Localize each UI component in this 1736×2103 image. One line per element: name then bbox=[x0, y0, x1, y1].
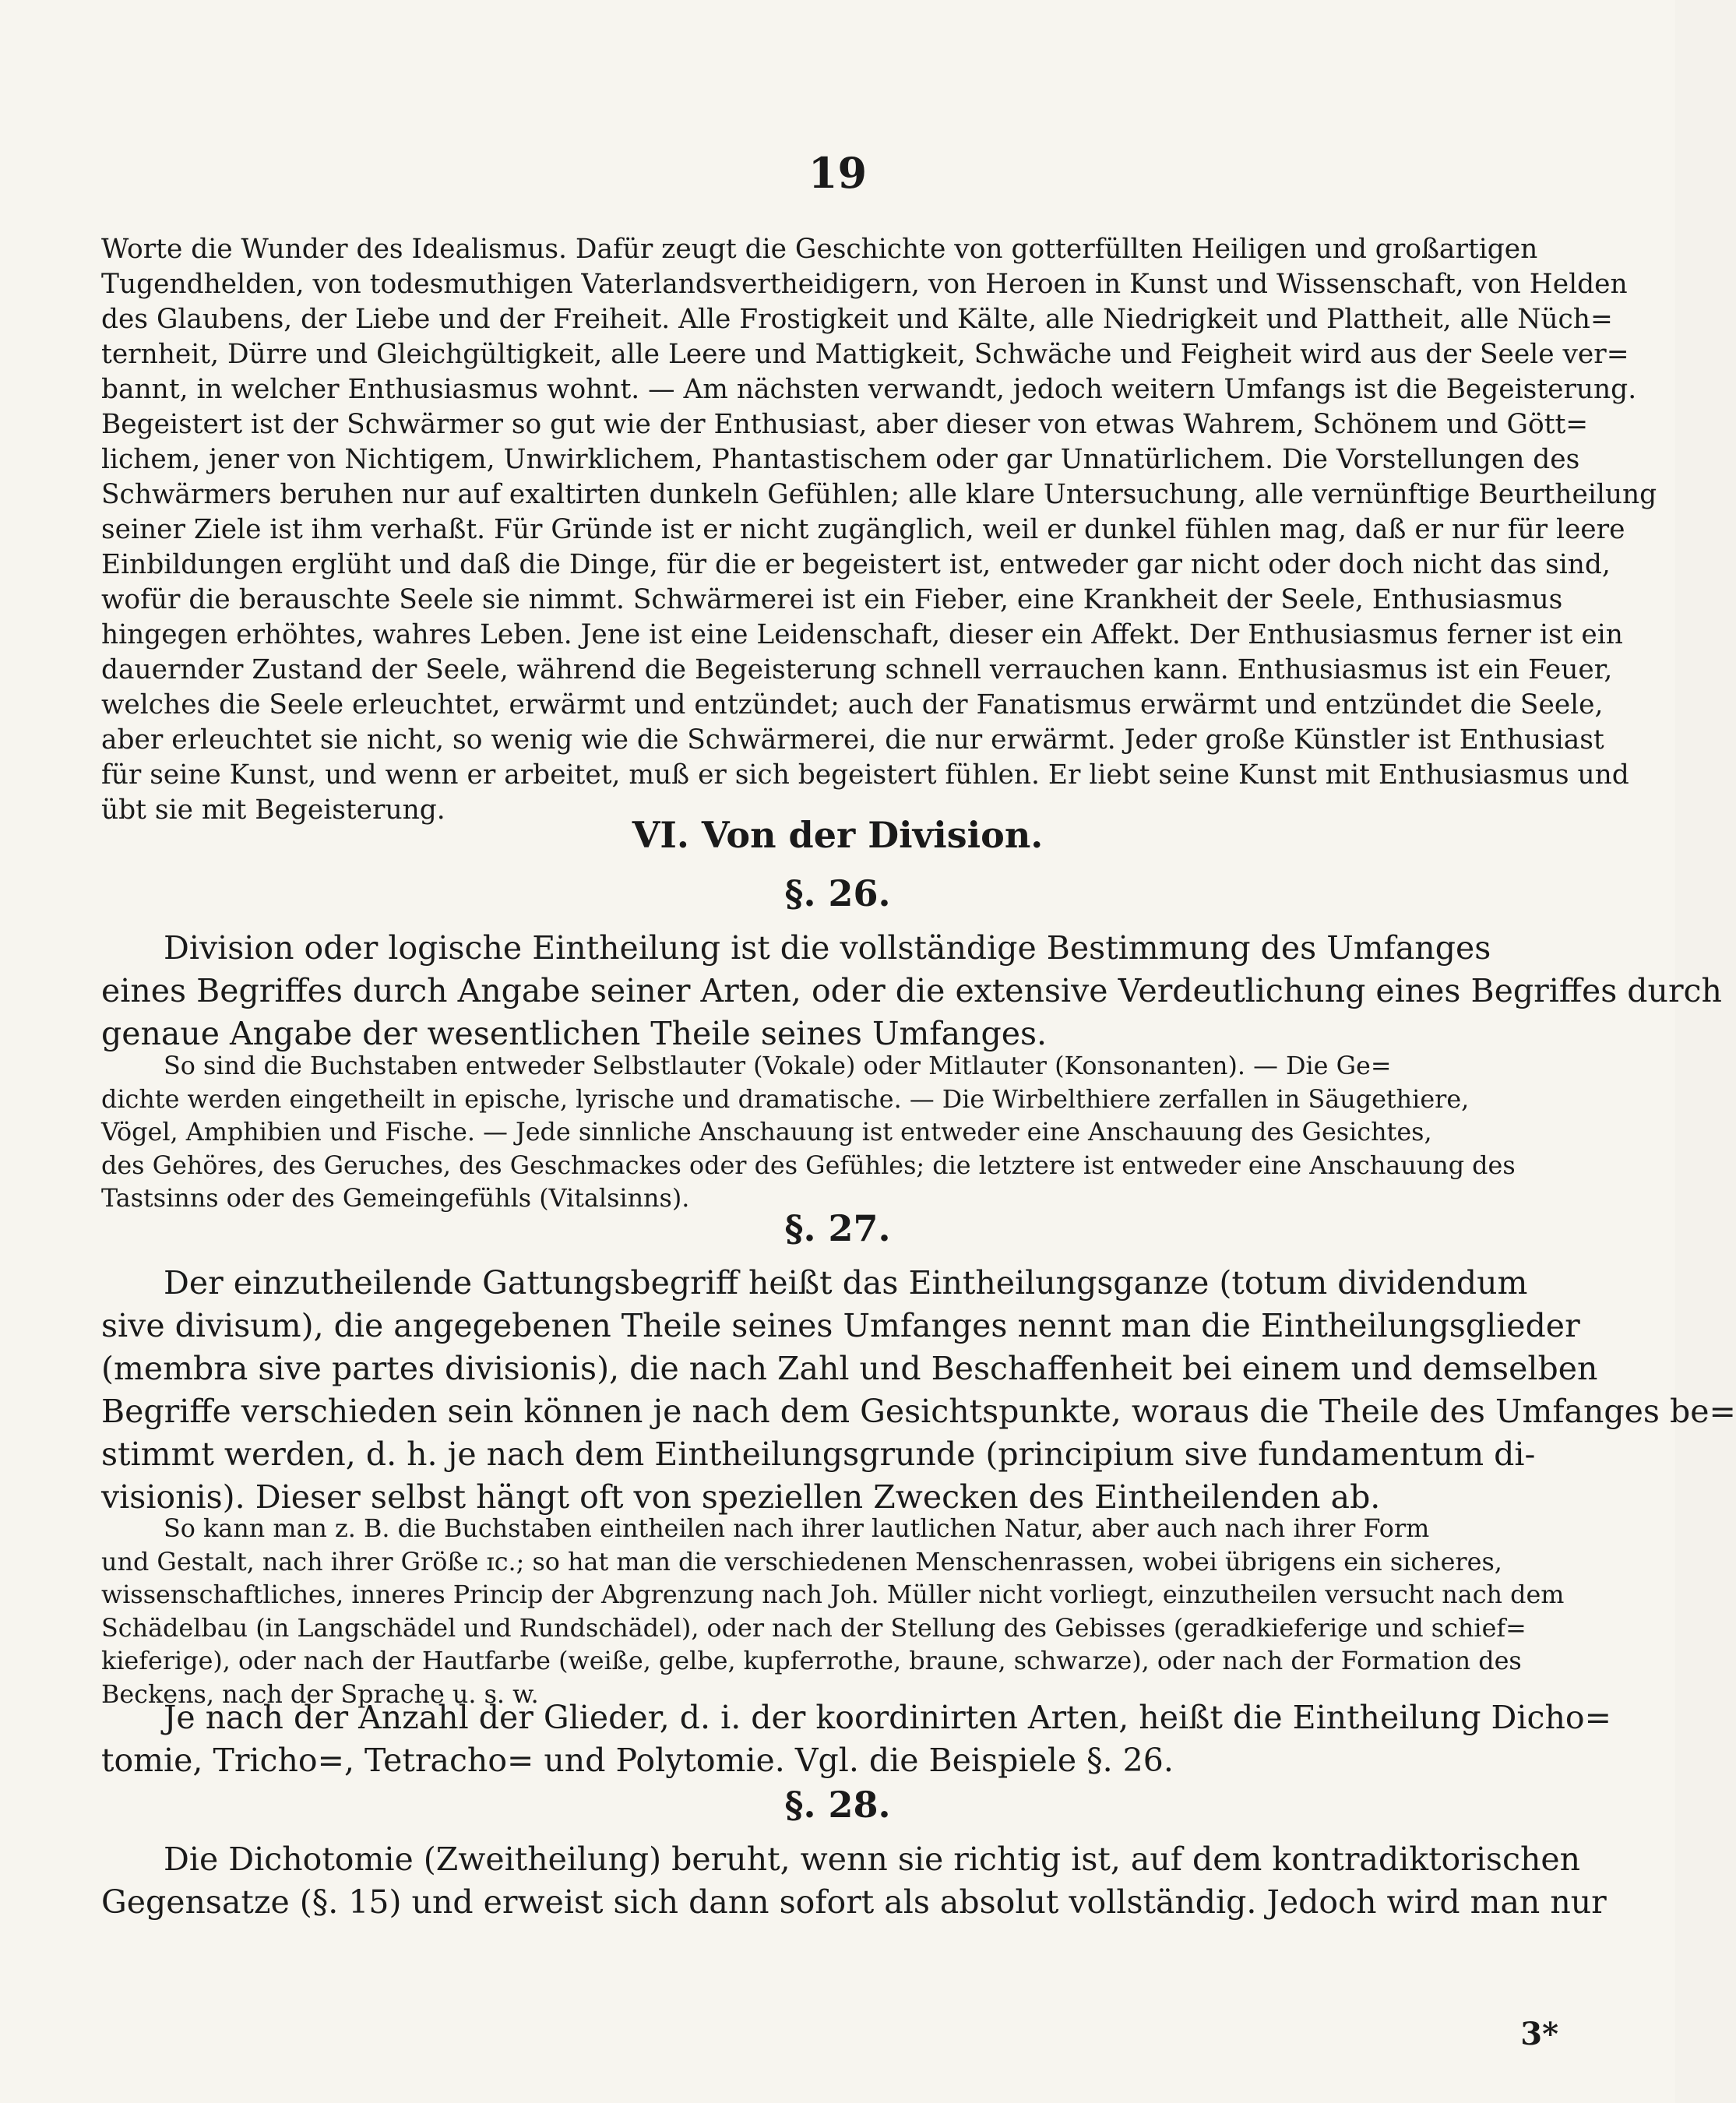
text-line: Tugendhelden, von todesmuthigen Vaterlandsvertheidigern, von Heroen in Kunst und Wissenschaft, von Helden bbox=[101, 269, 1628, 300]
text-line: (membra sive partes divisionis), die nach Zahl und Beschaffenheit bei einem und demselben bbox=[101, 1350, 1598, 1387]
text-line: wofür die berauschte Seele sie nimmt. Schwärmerei ist ein Fieber, eine Krankheit der Seele, Enthusiasmus bbox=[101, 584, 1563, 615]
text-line: bannt, in welcher Enthusiasmus wohnt. — Am nächsten verwandt, jedoch weitern Umfangs ist die Begeisterung. bbox=[101, 374, 1637, 405]
text-line: lichem, jener von Nichtigem, Unwirklichem, Phantastischem oder gar Unnatürlichem. Die Vorstellungen des bbox=[101, 444, 1580, 475]
text-line: für seine Kunst, und wenn er arbeitet, muß er sich begeistert fühlen. Er liebt seine Kunst mit Enthusiasmus und bbox=[101, 759, 1629, 791]
text-line: dauernder Zustand der Seele, während die Begeisterung schnell verrauchen kann. Enthusiasmus ist ein Feuer, bbox=[101, 654, 1613, 685]
text-line: Der einzutheilende Gattungsbegriff heißt das Eintheilungsganze (totum dividendum bbox=[164, 1264, 1528, 1302]
definition-dichotomy bbox=[101, 1838, 1607, 1924]
text-line: Begeistert ist der Schwärmer so gut wie der Enthusiast, aber dieser von etwas Wahrem, Schönem und Gött= bbox=[101, 409, 1589, 440]
text-line: sive divisum), die angegebenen Theile seines Umfanges nennt man die Eintheilungsglieder bbox=[101, 1307, 1580, 1344]
page-number: 19 bbox=[808, 148, 868, 198]
text-line: genaue Angabe der wesentlichen Theile seines Umfanges. bbox=[101, 1015, 1048, 1052]
text-line: kieferige), oder nach der Hautfarbe (weiße, gelbe, kupferrothe, braune, schwarze), oder nach der Formation des bbox=[101, 1647, 1522, 1675]
text-line: Worte die Wunder des Idealismus. Dafür zeugt die Geschichte von gotterfüllten Heiligen und großartigen bbox=[101, 234, 1538, 265]
text-line: Einbildungen erglüht und daß die Dinge, für die er begeistert ist, entweder gar nicht oder doch nicht das sind, bbox=[101, 549, 1611, 580]
text-line: ternheit, Dürre und Gleichgültigkeit, alle Leere und Mattigkeit, Schwäche und Feigheit wird aus der Seele ver= bbox=[101, 339, 1629, 370]
text-line: des Glaubens, der Liebe und der Freiheit. Alle Frostigkeit und Kälte, alle Niedrigkeit und Plattheit, alle Nüch= bbox=[101, 304, 1613, 335]
examples-division bbox=[101, 1050, 1565, 1216]
text-line: visionis). Dieser selbst hängt oft von speziellen Zwecken des Eintheilenden ab. bbox=[101, 1478, 1381, 1516]
text-line: Je nach der Anzahl der Glieder, d. i. der koordinirten Arten, heißt die Eintheilung Dicho= bbox=[164, 1699, 1611, 1736]
text-line: des Gehöres, des Geruches, des Geschmackes oder des Gefühles; die letztere ist entweder eine Anschauung des bbox=[101, 1150, 1516, 1180]
text-line: Division oder logische Eintheilung ist die vollständige Bestimmung des Umfanges bbox=[164, 929, 1491, 967]
text-line: aber erleuchtet sie nicht, so wenig wie die Schwärmerei, die nur erwärmt. Jeder große Künstler ist Enthusiast bbox=[101, 724, 1604, 756]
text-line: übt sie mit Begeisterung. bbox=[101, 794, 445, 826]
paragraph-enthusiasm bbox=[101, 232, 1657, 828]
definition-division bbox=[101, 927, 1722, 1055]
section-heading-27: §. 27. bbox=[784, 1207, 891, 1249]
text-line: So kann man z. B. die Buchstaben eintheilen nach ihrer lautlichen Natur, aber auch nach ihrer Form bbox=[164, 1514, 1430, 1543]
text-line: wissenschaftliches, inneres Princip der Abgrenzung nach Joh. Müller nicht vorliegt, einzutheilen versucht nach dem bbox=[101, 1580, 1565, 1609]
text-line: dichte werden eingetheilt in epische, lyrische und dramatische. — Die Wirbelthiere zerfallen in Säugethiere, bbox=[101, 1084, 1470, 1114]
section-heading-28: §. 28. bbox=[784, 1784, 891, 1826]
paragraph-number-of-members bbox=[101, 1696, 1611, 1782]
section-heading-26: §. 26. bbox=[784, 872, 891, 914]
text-line: hingegen erhöhtes, wahres Leben. Jene ist eine Leidenschaft, dieser ein Affekt. Der Enthusiasmus ferner ist ein bbox=[101, 619, 1623, 650]
text-line: Vögel, Amphibien und Fische. — Jede sinnliche Anschauung ist entweder eine Anschauung des Gesichtes, bbox=[101, 1118, 1432, 1147]
text-line: stimmt werden, d. h. je nach dem Eintheilungsgrunde (principium sive fundamentum di- bbox=[101, 1435, 1536, 1473]
definition-division-whole bbox=[101, 1262, 1736, 1519]
text-line: So sind die Buchstaben entweder Selbstlauter (Vokale) oder Mitlauter (Konsonanten). — Die Ge= bbox=[164, 1052, 1392, 1080]
signature-mark: 3* bbox=[1520, 2016, 1558, 2052]
chapter-heading: VI. Von der Division. bbox=[632, 814, 1044, 856]
text-line: welches die Seele erleuchtet, erwärmt und entzündet; auch der Fanatismus erwärmt und entzündet die Seele, bbox=[101, 689, 1604, 720]
text-line: Tastsinns oder des Gemeingefühls (Vitalsinns). bbox=[101, 1184, 690, 1213]
text-line: und Gestalt, nach ihrer Größe ɪc.; so hat man die verschiedenen Menschenrassen, wobei übrigens ein sicheres, bbox=[101, 1547, 1502, 1576]
text-line: eines Begriffes durch Angabe seiner Arten, oder die extensive Verdeutlichung eines Begriffes durch bbox=[101, 972, 1722, 1009]
text-line: Schädelbau (in Langschädel und Rundschädel), oder nach der Stellung des Gebisses (geradkieferige und schief= bbox=[101, 1613, 1526, 1643]
examples-division-whole bbox=[101, 1513, 1565, 1711]
text-line: Beckens, nach der Sprache u. s. w. bbox=[101, 1679, 539, 1709]
text-line: tomie, Tricho=, Tetracho= und Polytomie. Vgl. die Beispiele §. 26. bbox=[101, 1742, 1174, 1779]
text-line: Gegensatze (§. 15) und erweist sich dann sofort als absolut vollständig. Jedoch wird man nur bbox=[101, 1883, 1607, 1921]
text-line: Schwärmers beruhen nur auf exaltirten dunkeln Gefühlen; alle klare Untersuchung, alle vernünftige Beurtheilung bbox=[101, 479, 1657, 510]
text-line: Begriffe verschieden sein können je nach dem Gesichtspunkte, woraus die Theile des Umfanges be= bbox=[101, 1393, 1736, 1430]
text-line: Die Dichotomie (Zweitheilung) beruht, wenn sie richtig ist, auf dem kontradiktorischen bbox=[164, 1841, 1581, 1878]
text-line: seiner Ziele ist ihm verhaßt. Für Gründe ist er nicht zugänglich, weil er dunkel fühlen mag, daß er nur für leere bbox=[101, 514, 1625, 545]
